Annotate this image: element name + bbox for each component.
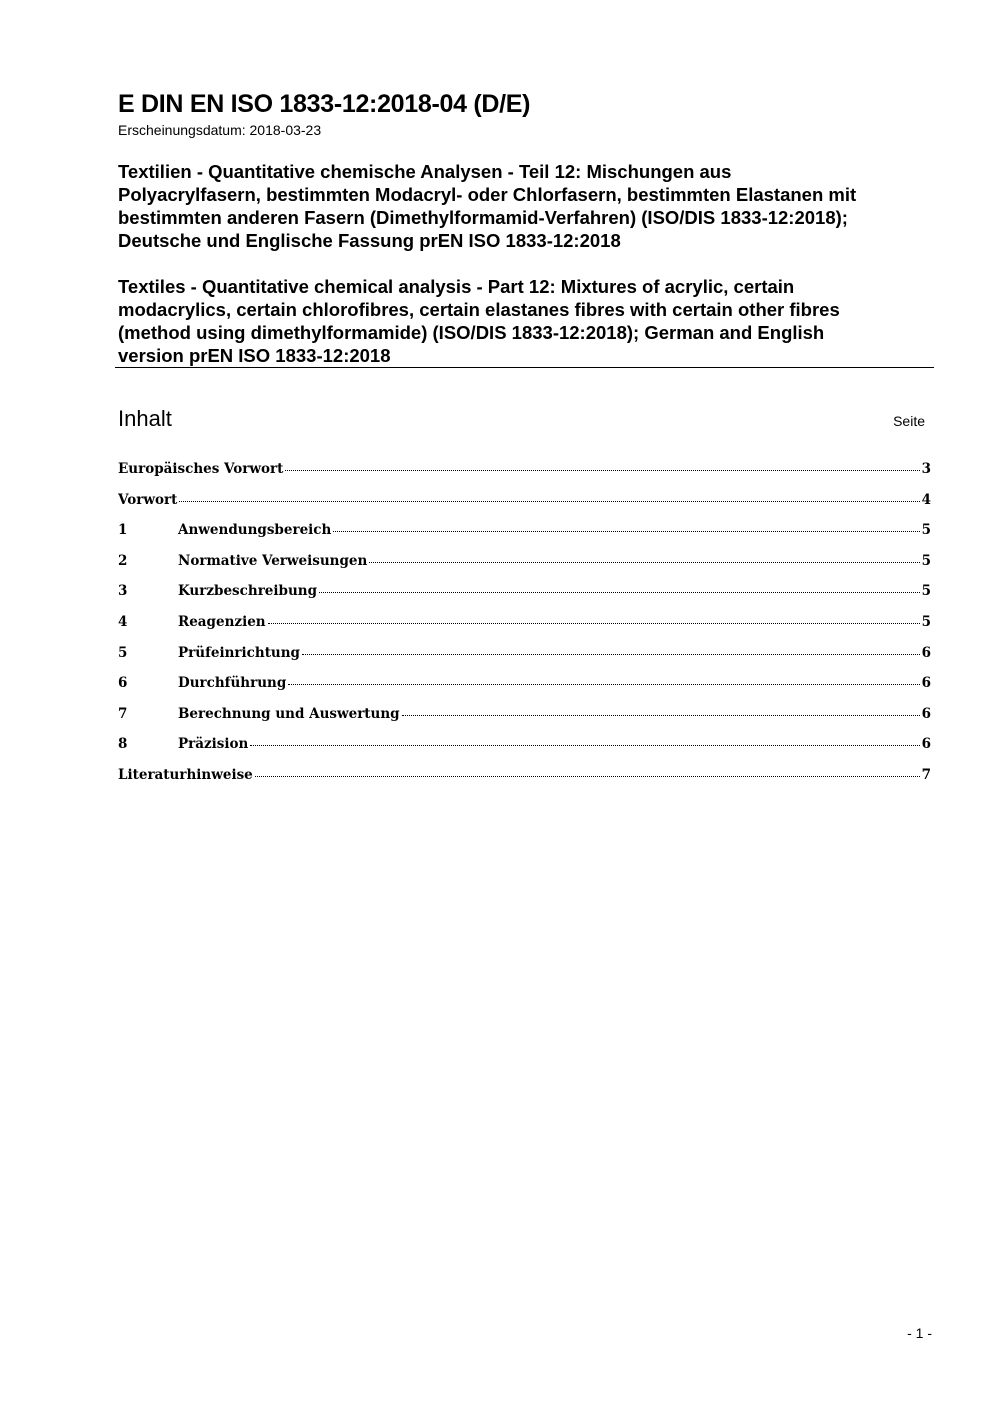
toc-entry-page: 7 xyxy=(921,766,931,783)
toc-entry-title: Präzision xyxy=(178,736,249,753)
title-german-line: Polyacrylfasern, bestimmten Modacryl- oder Chlorfasern, bestimmten Elastanen mit xyxy=(118,184,857,205)
title-german xyxy=(118,160,934,252)
toc-entry-praezision[interactable] xyxy=(118,736,931,767)
toc-dot-leader xyxy=(333,531,919,532)
toc-entry-title: Prüfeinrichtung xyxy=(178,644,301,661)
title-german-line: bestimmten anderen Fasern (Dimethylformamid-Verfahren) (ISO/DIS 1833-12:2018); xyxy=(118,207,848,228)
toc-entry-title: Berechnung und Auswertung xyxy=(178,705,400,722)
toc-entry-page: 5 xyxy=(921,522,931,539)
toc-dot-leader xyxy=(285,470,919,471)
toc-dot-leader xyxy=(402,715,920,716)
toc-heading: Inhalt xyxy=(118,406,172,431)
toc-entry-pruefeinrichtung[interactable] xyxy=(118,645,931,676)
toc-entry-anwendungsbereich[interactable] xyxy=(118,522,931,553)
toc-page-column-label: Seite xyxy=(893,413,925,429)
title-german-line: Textilien - Quantitative chemische Analysen - Teil 12: Mischungen aus xyxy=(118,161,732,182)
title-english-line: version prEN ISO 1833-12:2018 xyxy=(118,345,391,366)
toc-entry-number: 4 xyxy=(118,613,128,630)
toc-entry-berechnung-und-auswertung[interactable] xyxy=(118,706,931,737)
title-english-line: (method using dimethylformamide) (ISO/DIS 1833-12:2018); German and English xyxy=(118,322,825,343)
toc-entry-title: Anwendungsbereich xyxy=(178,522,332,539)
toc-entry-number: 2 xyxy=(118,552,128,569)
toc-entry-title: Reagenzien xyxy=(178,613,266,630)
toc-entry-reagenzien[interactable] xyxy=(118,614,931,645)
page-number: - 1 - xyxy=(907,1325,932,1341)
toc-dot-leader xyxy=(179,501,919,502)
publication-date: Erscheinungsdatum: 2018-03-23 xyxy=(118,122,322,138)
toc-entry-europaeisches-vorwort[interactable] xyxy=(118,461,931,492)
toc-entry-page: 4 xyxy=(921,491,931,508)
toc-entry-page: 5 xyxy=(921,613,931,630)
title-english-line: Textiles - Quantitative chemical analysis - Part 12: Mixtures of acrylic, certain xyxy=(118,276,795,297)
toc-dot-leader xyxy=(250,745,919,746)
document-title: E DIN EN ISO 1833-12:2018-04 (D/E) xyxy=(118,90,531,118)
toc-entry-page: 5 xyxy=(921,552,931,569)
toc-entry-number: 7 xyxy=(118,705,128,722)
toc-dot-leader xyxy=(255,776,920,777)
title-german-line: Deutsche und Englische Fassung prEN ISO 1833-12:2018 xyxy=(118,230,621,251)
toc-entry-title: Normative Verweisungen xyxy=(178,552,368,569)
title-divider xyxy=(115,367,934,368)
toc-entry-durchfuehrung[interactable] xyxy=(118,675,931,706)
toc-entry-number: 3 xyxy=(118,583,128,600)
table-of-contents xyxy=(118,461,931,798)
toc-entry-title: Literaturhinweise xyxy=(118,766,253,783)
toc-entry-page: 6 xyxy=(921,705,931,722)
toc-dot-leader xyxy=(268,623,920,624)
toc-entry-page: 5 xyxy=(921,583,931,600)
title-english xyxy=(118,275,934,367)
toc-entry-page: 6 xyxy=(921,736,931,753)
toc-dot-leader xyxy=(302,654,920,655)
toc-entry-number: 1 xyxy=(118,522,128,539)
toc-dot-leader xyxy=(369,562,919,563)
toc-entry-literaturhinweise[interactable] xyxy=(118,767,931,798)
toc-entry-vorwort[interactable] xyxy=(118,492,931,523)
toc-entry-page: 6 xyxy=(921,644,931,661)
toc-entry-title: Durchführung xyxy=(178,675,287,692)
toc-entry-title: Kurzbeschreibung xyxy=(178,583,318,600)
toc-entry-number: 6 xyxy=(118,675,128,692)
toc-entry-kurzbeschreibung[interactable] xyxy=(118,583,931,614)
toc-entry-title: Europäisches Vorwort xyxy=(118,461,284,477)
toc-entry-normative-verweisungen[interactable] xyxy=(118,553,931,584)
toc-dot-leader xyxy=(288,684,919,685)
toc-entry-title: Vorwort xyxy=(118,491,178,508)
title-english-line: modacrylics, certain chlorofibres, certain elastanes fibres with certain other fibres xyxy=(118,299,840,320)
toc-entry-number: 5 xyxy=(118,644,128,661)
toc-entry-page: 6 xyxy=(921,675,931,692)
toc-entry-page: 3 xyxy=(921,461,931,477)
toc-entry-number: 8 xyxy=(118,736,128,753)
toc-dot-leader xyxy=(319,592,920,593)
